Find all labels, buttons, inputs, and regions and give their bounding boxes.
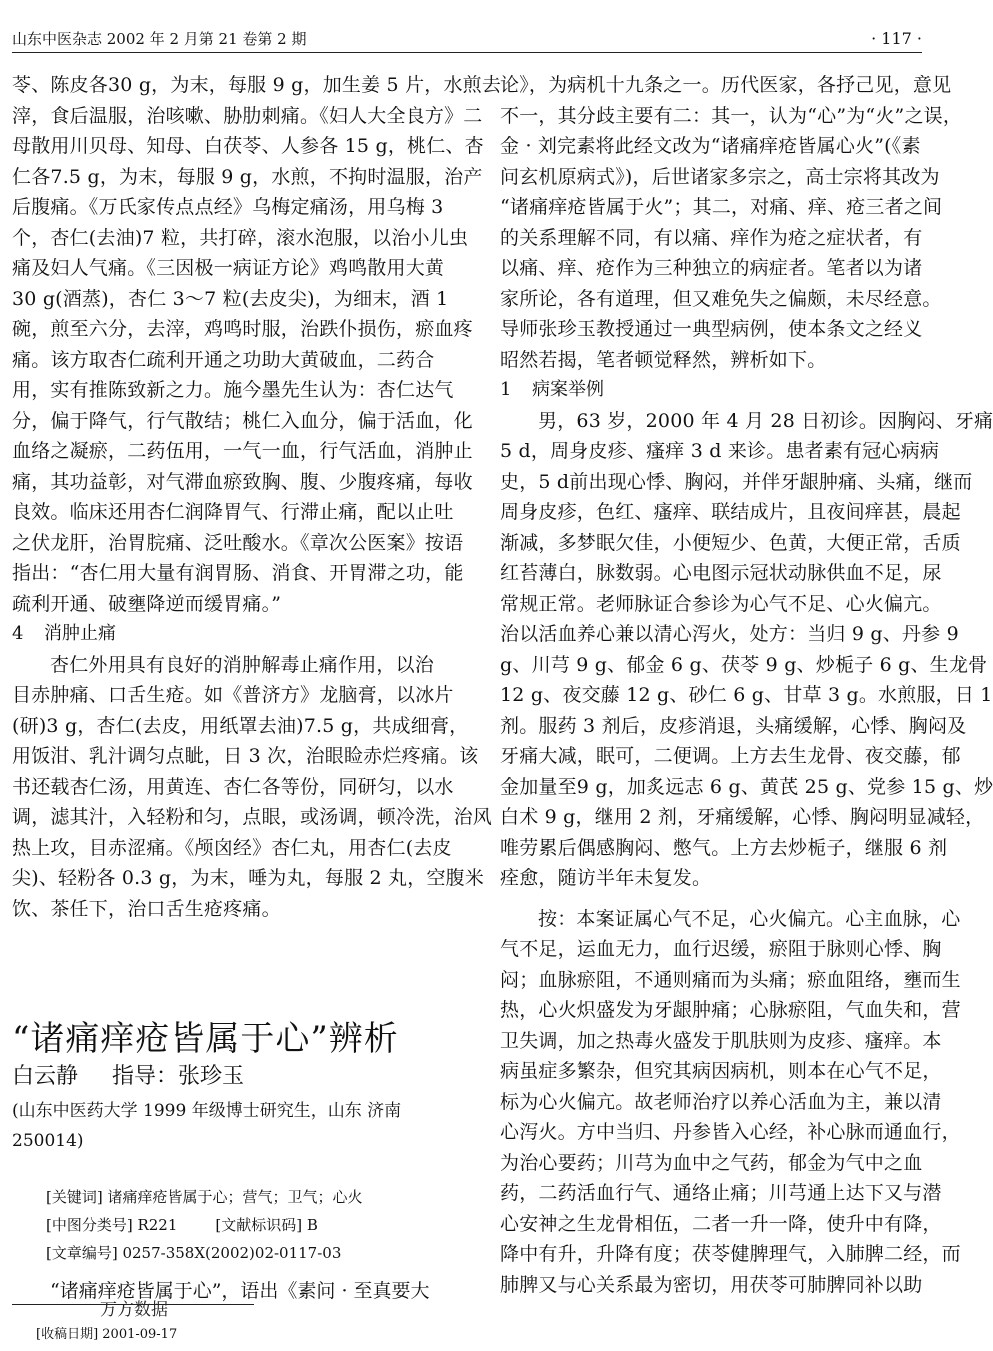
- text-line: 病虽症多繁杂，但究其病因病机，则本在心气不足，: [500, 1060, 942, 1082]
- text-line: 剂。服药 3 剂后，皮疹消退，头痛缓解，心悸、胸闷及: [500, 714, 967, 737]
- text-line: 书还载杏仁汤，用黄连、杏仁各等份，同研匀，以水: [12, 775, 454, 798]
- text-line: 白术 9 g，继用 2 剂，牙痛缓解，心悸、胸闷明显减轻，: [500, 806, 985, 828]
- text-line: 调，滤其汁，入轻粉和匀，点眼，或汤调，顿冷洗，治风: [12, 806, 493, 828]
- text-line: 滓，食后温服，治咳嗽、胁肋刺痛。《妇人大全良方》二: [12, 104, 483, 127]
- text-line: 卫失调，加之热毒火盛发于肌肤则为皮疹、瘙痒。本: [500, 1029, 942, 1052]
- text-line: 降中有升，升降有度；茯苓健脾理气，入肺脾二经，而: [500, 1243, 961, 1265]
- text-line: 周身皮疹，色红、瘙痒、联结成片，且夜间痒甚，晨起: [500, 501, 961, 523]
- advisor-name: 指导：张珍玉: [112, 1064, 245, 1089]
- text-line: 热，心火炽盛发为牙龈肿痛；心脉瘀阻，气血失和，营: [500, 999, 961, 1021]
- text-line: g、川芎 9 g、郁金 6 g、茯苓 9 g、炒栀子 6 g、生龙骨: [500, 653, 988, 676]
- text-line: 用饭泔、乳汁调匀点眦，日 3 次，治眼睑赤烂疼痛。该: [12, 745, 479, 767]
- text-line: 男，63 岁，2000 年 4 月 28 日初诊。因胸闷、牙痛: [538, 409, 993, 432]
- text-line: 热上攻，目赤涩痛。《颅囟经》杏仁丸，用杏仁(去皮: [12, 836, 452, 859]
- text-line: 药，二药活血行气、通络止痛；川芎通上达下又与潜: [500, 1182, 942, 1204]
- text-line: “诸痛痒疮皆属于火”；其二，对痛、痒、疮三者之间: [500, 196, 943, 218]
- watermark-text: 万方数据: [100, 1300, 168, 1320]
- text-line: 痛，其功益彰，对气滞血瘀致胸、腹、少腹疼痛，每收: [12, 470, 473, 493]
- text-line: 5 d，周身皮疹、瘙痒 3 d 来诊。患者素有冠心病病: [500, 440, 940, 462]
- text-line: 良效。临床还用杏仁润降胃气、行滞止痛，配以止吐: [12, 501, 454, 523]
- text-line: 心泻火。方中当归、丹参皆入心经，补心脉而通血行，: [500, 1121, 961, 1143]
- section-number: 1: [500, 379, 512, 400]
- article-number: [文章编号] 0257-358X(2002)02-0117-03: [46, 1244, 342, 1262]
- left-column: [12, 70, 502, 924]
- text-line: 标为心火偏亢。故老师治疗以养心活血为主，兼以清: [500, 1090, 942, 1113]
- page-number: · 117 ·: [871, 29, 922, 48]
- text-line: 30 g(酒蒸)，杏仁 3～7 粒(去皮尖)，为细末，酒 1: [12, 287, 449, 310]
- text-line: 治以活血养心兼以清心泻火，处方：当归 9 g、丹参 9: [500, 623, 959, 645]
- section-heading-4: [12, 619, 462, 650]
- section-number: 4: [12, 623, 24, 644]
- classification-row: [46, 1211, 466, 1239]
- text-line: 分，偏于降气，行气散结；桃仁入血分，偏于活血，化: [12, 409, 473, 432]
- text-line: 后腹痛。《万氏家传点点经》乌梅定痛汤，用乌梅 3: [12, 196, 444, 218]
- text-line: 唯劳累后偶感胸闷、憋气。上方去炒栀子，继服 6 剂: [500, 836, 948, 859]
- text-line: 常规正常。老师脉证合参诊为心气不足、心火偏亢。: [500, 592, 942, 615]
- text-line: 苓、陈皮各30 g，为末，每服 9 g，加生姜 5 片，水煎去: [12, 74, 502, 96]
- intro-line: “诸痛痒疮皆属于心”，语出《素问 · 至真要大: [50, 1280, 430, 1302]
- text-line: 史，5 d前出现心悸、胸闷，并伴牙龈肿痛、头痛，继而: [500, 470, 973, 493]
- text-line: 渐减，多梦眠欠佳，小便短少、色黄，大便正常，舌质: [500, 531, 961, 554]
- text-line: 家所论，各有道理，但又难免失之偏颇，未尽经意。: [500, 287, 942, 310]
- text-line: 导师张珍玉教授通过一典型病例，使本条文之经义: [500, 318, 923, 340]
- text-line: 个，杏仁(去油)7 粒，共打碎，滚水泡服，以治小儿虫: [12, 226, 469, 249]
- text-line: 心安神之生龙骨相伍，二者一升一降，使升中有降，: [500, 1212, 942, 1235]
- text-line: 之伏龙肝，治胃脘痛、泛吐酸水。《章次公医案》按语: [12, 531, 464, 554]
- text-line: 指出：“杏仁用大量有润胃肠、消食、开胃滞之功，能: [12, 562, 464, 584]
- author-name: 白云静: [12, 1064, 79, 1089]
- text-line: 牙痛大减，眠可，二便调。上方去生龙骨、夜交藤，郁: [500, 745, 961, 767]
- text-line: 闷；血脉瘀阻，不通则痛而为头痛；瘀血阻络，壅而生: [500, 968, 961, 991]
- journal-name: 山东中医杂志 2002 年 2 月第 21 卷第 2 期: [12, 30, 307, 48]
- article-title: “诸痛痒疮皆属于心”辨析: [12, 1019, 399, 1059]
- text-line: 痛。该方取杏仁疏利开通之功助大黄破血，二药合: [12, 348, 435, 371]
- author-line: [12, 1062, 244, 1092]
- text-line: 碗，煎至六分，去滓，鸡鸣时服，治跌仆损伤，瘀血疼: [12, 318, 473, 340]
- section-heading-1: [500, 375, 942, 406]
- text-line: (研)3 g，杏仁(去皮，用纸罩去油)7.5 g，共成细膏，: [12, 714, 469, 737]
- text-line: 疏利开通、破壅降逆而缓胃痛。”: [12, 592, 282, 615]
- text-line: 气不足，运血无力，血行迟缓，瘀阻于脉则心悸、胸: [500, 938, 942, 960]
- text-line: 问玄机原病式》)，后世诸家多宗之，高士宗将其改为: [500, 165, 940, 188]
- affiliation-line: (山东中医药大学 1999 年级博士研究生，山东 济南: [12, 1101, 402, 1121]
- text-line: 不一，其分歧主要有二：其一，认为“心”为“火”之误，: [500, 104, 963, 127]
- keywords: [关键词] 诸痛痒疮皆属于心；营气；卫气；心火: [46, 1188, 363, 1206]
- text-line: 尖)、轻粉各 0.3 g，为末，唾为丸，每服 2 丸，空腹米: [12, 867, 485, 889]
- text-line: 红苔薄白，脉数弱。心电图示冠状动脉供血不足，尿: [500, 562, 942, 584]
- text-line: 目赤肿痛、口舌生疮。如《普济方》龙脑膏，以冰片: [12, 684, 454, 706]
- text-line: 为治心要药；川芎为血中之气药，郁金为气中之血: [500, 1151, 923, 1174]
- text-line: 金加量至9 g，加炙远志 6 g、黄芪 25 g、党参 15 g、炒: [500, 775, 993, 798]
- text-line: 杏仁外用具有良好的消肿解毒止痛作用，以治: [50, 653, 435, 676]
- section-title: 病案举例: [532, 379, 604, 400]
- text-line: 12 g、夜交藤 12 g、砂仁 6 g、甘草 3 g。水煎服，日 1: [500, 684, 993, 706]
- right-column: [500, 70, 993, 1300]
- section-title: 消肿止痛: [44, 623, 116, 644]
- text-line: 论》，为病机十九条之一。历代医家，各抒己见，意见: [500, 74, 952, 96]
- affiliation: [12, 1096, 462, 1156]
- text-line: 的关系理解不同，有以痛、痒作为疮之症状者，有: [500, 226, 923, 249]
- text-line: 昭然若揭，笔者顿觉释然，辨析如下。: [500, 348, 827, 371]
- text-line: 母散用川贝母、知母、白茯苓、人参各 15 g，桃仁、杏: [12, 135, 484, 157]
- text-line: 肺脾又与心关系最为密切，用茯苓可肺脾同补以助: [500, 1273, 923, 1296]
- text-line: 按：本案证属心气不足，心火偏亢。心主血脉，心: [538, 907, 961, 930]
- text-line: 血络之凝瘀，二药伍用，一气一血，行气活血，消肿止: [12, 440, 473, 462]
- text-line: 金 · 刘完素将此经文改为“诸痛痒疮皆属心火”(《素: [500, 135, 921, 157]
- article-metadata: [46, 1183, 466, 1267]
- text-line: 饮、茶任下，治口舌生疮疼痛。: [12, 897, 281, 920]
- page-header: [12, 26, 922, 53]
- text-line: 痛及妇人气痛。《三因极一病证方论》鸡鸣散用大黄: [12, 257, 445, 279]
- text-line: 用，实有推陈致新之力。施今墨先生认为：杏仁达气: [12, 379, 454, 401]
- clc-number: [中图分类号] R221: [46, 1216, 178, 1234]
- affiliation-line: 250014): [12, 1131, 84, 1151]
- text-line: 以痛、痒、疮作为三种独立的病症者。笔者以为诸: [500, 257, 923, 279]
- document-code: [文献标识码] B: [215, 1216, 318, 1234]
- text-line: 痊愈，随访半年未复发。: [500, 867, 712, 889]
- paragraph-gap: [500, 894, 942, 904]
- text-line: 仁各7.5 g，为末，每服 9 g，水煎，不拘时温服，治产: [12, 165, 483, 188]
- received-date: [收稿日期] 2001-09-17: [36, 1327, 178, 1342]
